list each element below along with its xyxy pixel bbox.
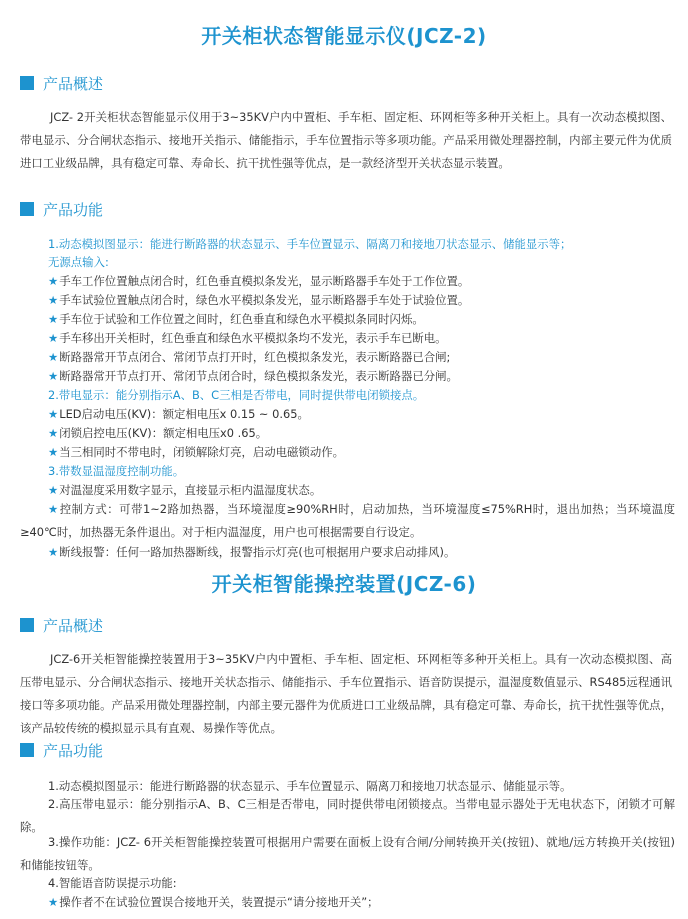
list-item: ★断路器常开节点打开、常闭节点闭合时，绿色模拟条发光，表示断路器已分闸。 — [48, 369, 458, 383]
star-icon: ★ — [48, 426, 59, 440]
list-item: ★LED启动电压(KV)：额定相电压x 0.15 ~ 0.65。 — [48, 407, 309, 421]
list-item: ★断路器常开节点闭合、常闭节点打开时，红色模拟条发光，表示断路器已合闸; — [48, 350, 451, 364]
function-3-title: 3.带数显温湿度控制功能。 — [48, 464, 185, 478]
section-heading-function-jcz6 — [20, 740, 103, 760]
star-icon: ★ — [48, 274, 59, 288]
section-heading-overview-jcz2 — [20, 73, 103, 93]
function-2-title: 2.带电显示：能分别指示A、B、C三相是否带电，同时提供带电闭锁接点。 — [48, 388, 425, 402]
function-4-title: 4.智能语音防误提示功能: — [48, 876, 177, 890]
star-icon: ★ — [48, 545, 59, 559]
square-icon — [20, 202, 34, 216]
square-icon — [20, 743, 34, 757]
square-icon — [20, 76, 34, 90]
star-icon: ★ — [48, 293, 59, 307]
square-icon — [20, 618, 34, 632]
section-heading-label: 产品概述 — [43, 616, 104, 635]
function-1-subtitle: 无源点输入: — [48, 255, 109, 269]
star-icon: ★ — [48, 483, 59, 497]
star-icon: ★ — [48, 312, 59, 326]
function-1-title: 1.动态模拟图显示：能进行断路器的状态显示、手车位置显示、隔离刀和接地刀状态显示、储能显示等； — [48, 237, 572, 251]
list-item: ★手车移出开关柜时，红色垂直和绿色水平模拟条均不发光，表示手车已断电。 — [48, 331, 447, 345]
function-3-text: 3.操作功能：JCZ- 6开关柜智能操控装置可根据用户需要在面板上设有合闸/分闸转换开关(按钮)、就地/远方转换开关(按钮)和储能按钮等。 — [20, 835, 675, 872]
page-title-jcz6: 开关柜智能操控装置(JCZ-6) — [211, 572, 477, 596]
list-item: ★操作者不在试验位置误合接地开关，装置提示“请分接地开关”； — [48, 895, 379, 909]
function-2-text: 2.高压带电显示：能分别指示A、B、C三相是否带电，同时提供带电闭锁接点。当带电显示器处于无电状态下，闭锁才可解除。 — [20, 797, 675, 834]
star-icon: ★ — [48, 502, 59, 516]
section-heading-label: 产品功能 — [43, 200, 104, 219]
star-icon: ★ — [48, 331, 59, 345]
list-item: ★闭锁启控电压(KV)：额定相电压x0 .65。 — [48, 426, 268, 440]
star-icon: ★ — [48, 350, 59, 364]
list-item: ★手车工作位置触点闭合时，红色垂直模拟条发光，显示断路器手车处于工作位置。 — [48, 274, 470, 288]
list-item: ★控制方式：可带1~2路加热器，当环境湿度≥90%RH时，启动加热，当环境湿度≤75%RH时，退出加热；当环境温度≥40℃时，加热器无条件退出。对于柜内温湿度，用户也可根据需要自行设定。 — [20, 502, 675, 539]
star-icon: ★ — [48, 895, 59, 909]
star-icon: ★ — [48, 445, 59, 459]
overview-text-jcz2: JCZ- 2开关柜状态智能显示仪用于3~35KV户内中置柜、手车柜、固定柜、环网柜等多种开关柜上。具有一次动态模拟图、带电显示、分合闸状态指示、接地开关指示、储能指示，手车位置指示等多项功能。产品采用微处理器控制，内部主要元件为优质进口工业级品牌，具有稳定可靠、寿命长、抗干扰性强等优点，是一款经济型开关状态显示装置。 — [20, 110, 672, 170]
star-icon: ★ — [48, 407, 59, 421]
list-item: ★手车位于试验和工作位置之间时，红色垂直和绿色水平模拟条同时闪烁。 — [48, 312, 424, 326]
section-heading-function-jcz2 — [20, 199, 103, 219]
section-heading-label: 产品概述 — [43, 74, 104, 93]
list-item: ★断线报警：任何一路加热器断线，报警指示灯亮(也可根据用户要求启动排风)。 — [48, 545, 456, 559]
star-icon: ★ — [48, 369, 59, 383]
list-item: ★手车试验位置触点闭合时，绿色水平模拟条发光，显示断路器手车处于试验位置。 — [48, 293, 470, 307]
section-heading-overview-jcz6 — [20, 615, 103, 635]
function-1-text: 1.动态模拟图显示：能进行断路器的状态显示、手车位置显示、隔离刀和接地刀状态显示、储能显示等。 — [48, 779, 572, 793]
section-heading-label: 产品功能 — [43, 741, 104, 760]
overview-text-jcz6: JCZ-6开关柜智能操控装置用于3~35KV户内中置柜、手车柜、固定柜、环网柜等多种开关柜上。具有一次动态模拟图、高压带电显示、分合闸状态指示、接地开关状态指示、储能指示、手车位置指示、语音防误提示，温湿度数值显示、RS485远程通讯接口等多项功能。产品采用微处理器控制，内部主要元器件为优质进口工业级品牌，具有稳定可靠、寿命长，抗干扰性强等优点，该产品较传统的模拟显示具有直观、易操作等优点。 — [20, 652, 672, 735]
list-item: ★对温湿度采用数字显示，直接显示柜内温湿度状态。 — [48, 483, 322, 497]
page-title-jcz2: 开关柜状态智能显示仪(JCZ-2) — [201, 24, 487, 48]
list-item: ★当三相同时不带电时，闭锁解除灯亮，启动电磁锁动作。 — [48, 445, 344, 459]
